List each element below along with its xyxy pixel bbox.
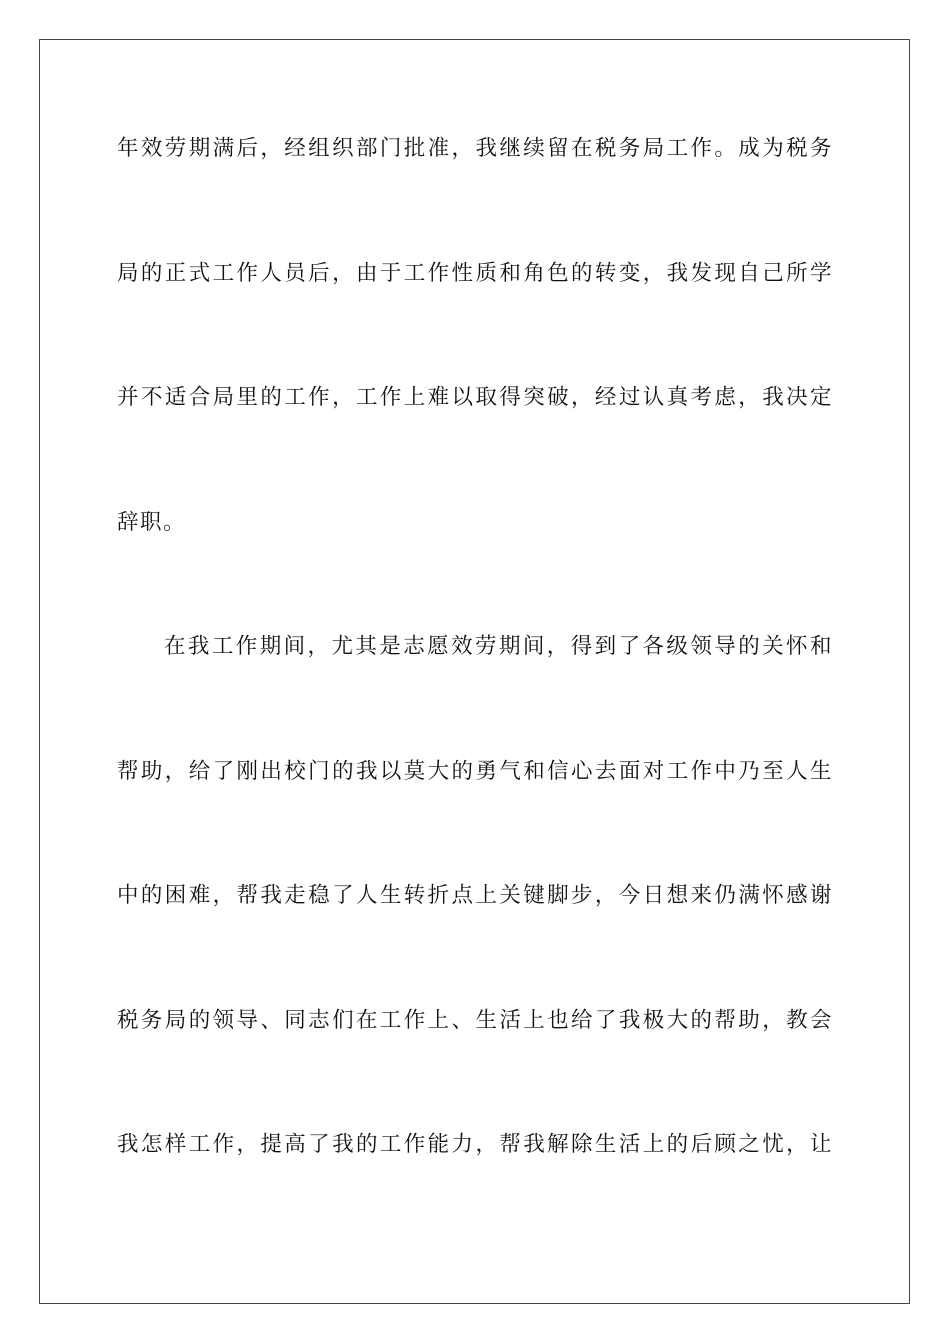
- page-frame: [39, 39, 910, 1304]
- text-line-7: 中的困难，帮我走稳了人生转折点上关键脚步，今日想来仍满怀感谢: [117, 883, 833, 908]
- text-line-8: 税务局的领导、同志们在工作上、生活上也给了我极大的帮助，教会: [117, 1008, 833, 1033]
- text-line-9: 我怎样工作，提高了我的工作能力，帮我解除生活上的后顾之忧，让: [117, 1132, 833, 1157]
- text-line-5: 在我工作期间，尤其是志愿效劳期间，得到了各级领导的关怀和: [164, 634, 833, 659]
- text-line-3: 并不适合局里的工作，工作上难以取得突破，经过认真考虑，我决定: [117, 385, 833, 410]
- text-line-6: 帮助，给了刚出校门的我以莫大的勇气和信心去面对工作中乃至人生: [117, 759, 833, 784]
- text-line-1: 年效劳期满后，经组织部门批准，我继续留在税务局工作。成为税务: [117, 136, 833, 161]
- text-line-2: 局的正式工作人员后，由于工作性质和角色的转变，我发现自己所学: [117, 261, 833, 286]
- text-line-4: 辞职。: [117, 510, 187, 535]
